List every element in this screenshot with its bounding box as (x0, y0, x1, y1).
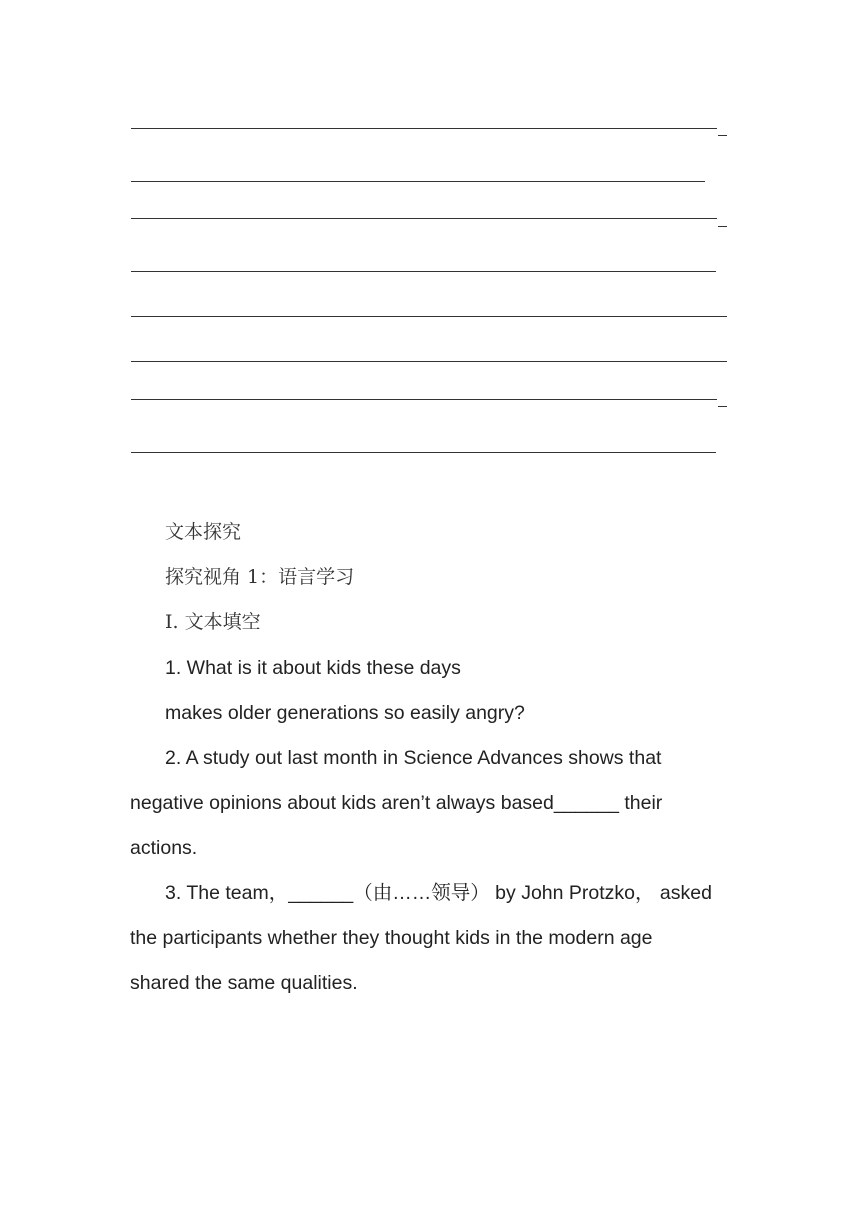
question-2-line-1: 2. A study out last month in Science Advances shows that (165, 747, 662, 769)
question-3-line-2: the participants whether they thought kids in the modern age (130, 927, 653, 949)
answer-line (131, 128, 717, 129)
answer-line (131, 181, 705, 182)
answer-line-tail (718, 226, 727, 227)
question-3-line-3: shared the same qualities. (130, 972, 358, 994)
answer-line (131, 271, 716, 272)
answer-line (131, 361, 727, 362)
answer-line (131, 399, 717, 400)
question-1-line-2: makes older generations so easily angry? (165, 702, 525, 724)
answer-line-tail (718, 406, 727, 407)
answer-line (131, 316, 727, 317)
section-subheading: 探究视角 1：语言学习 (165, 566, 355, 588)
section-heading: 文本探究 (165, 521, 242, 543)
question-3-line-1: 3. The team，______（由……领导） by John Protzko， asked (165, 882, 712, 904)
question-2-line-3: actions. (130, 837, 198, 859)
part-title: Ⅰ. 文本填空 (165, 611, 261, 633)
question-2-line-2: negative opinions about kids aren’t always based______ their (130, 792, 663, 814)
answer-line-tail (718, 135, 727, 136)
answer-line (131, 218, 717, 219)
answer-line (131, 452, 716, 453)
question-1-line-1: 1. What is it about kids these days (165, 657, 461, 679)
